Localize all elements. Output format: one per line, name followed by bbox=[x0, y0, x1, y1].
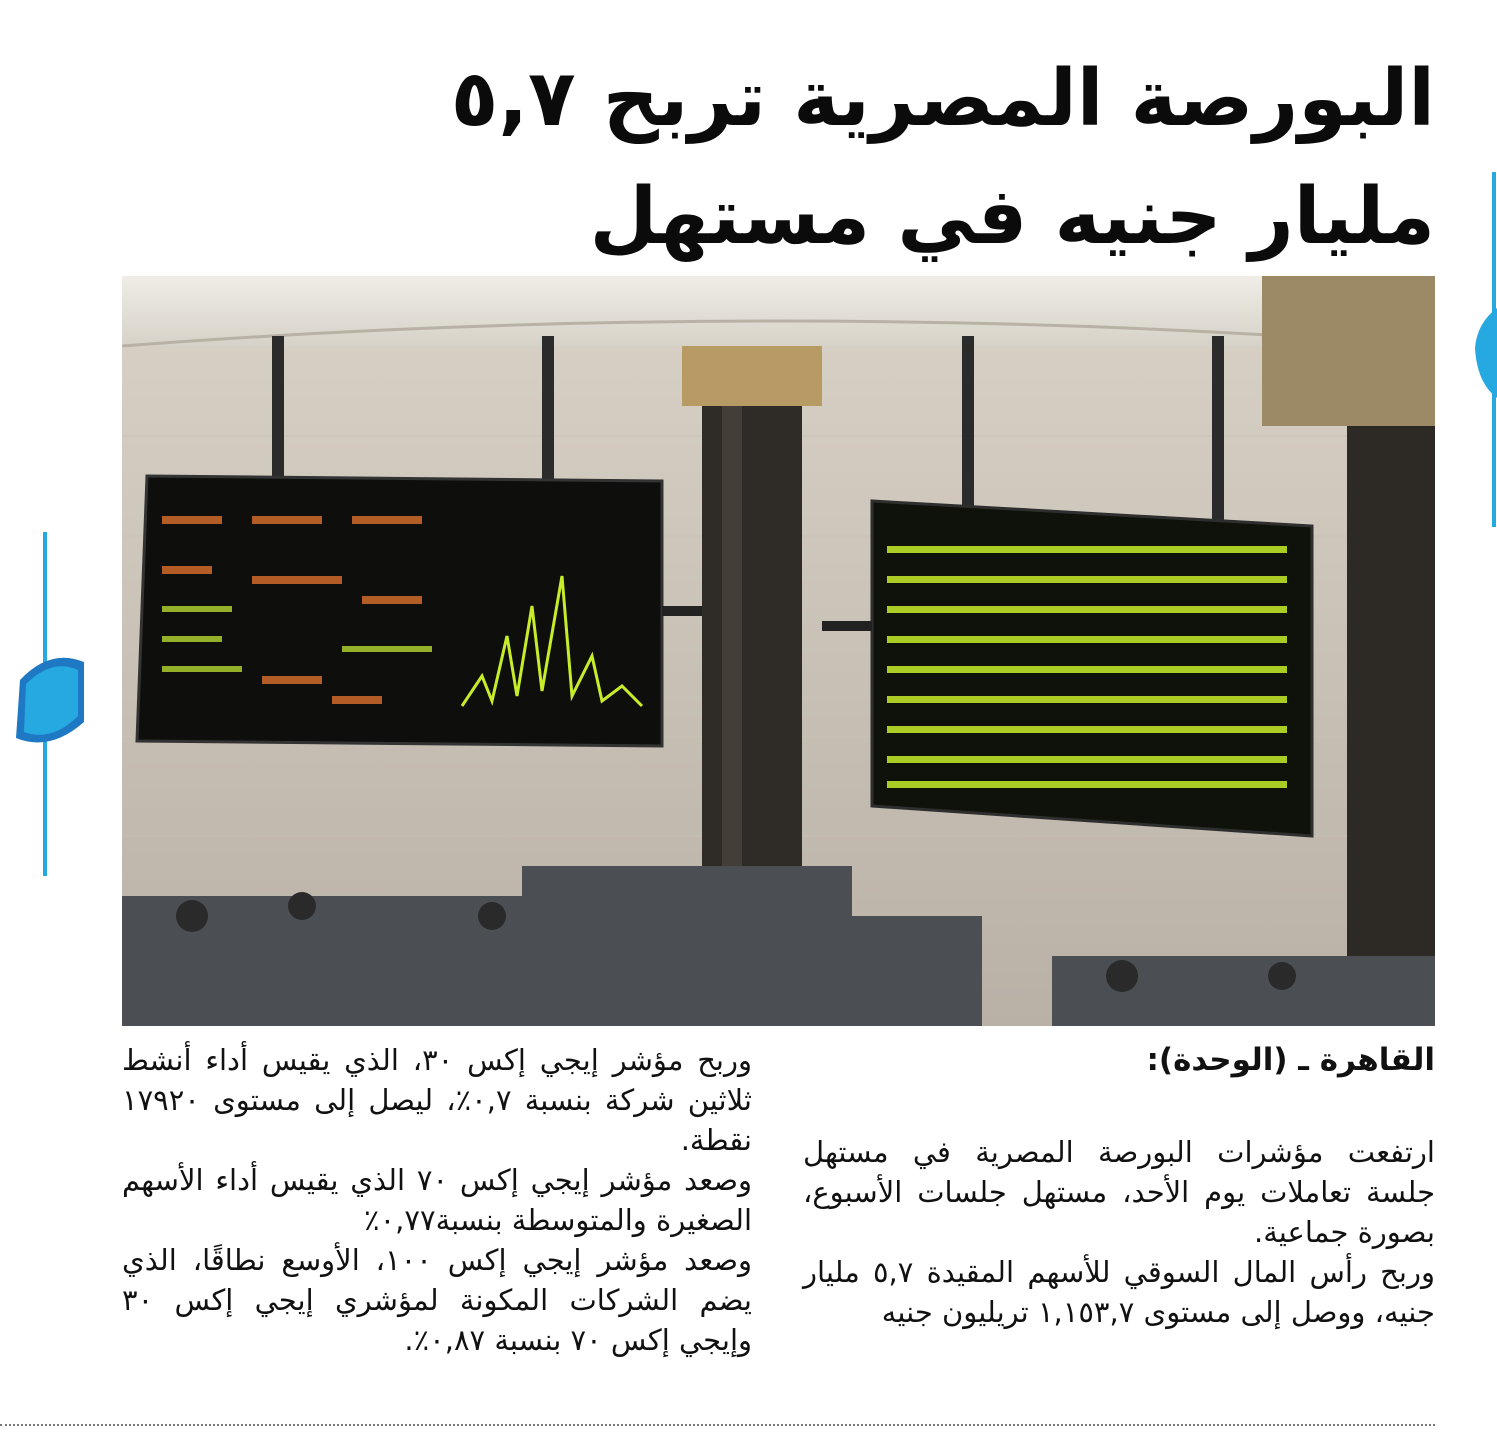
headline: البورصة المصرية تربح ٥,٧ مليار جنيه في مستهل bbox=[450, 54, 1435, 262]
paragraph: وصعد مؤشر إيجي إكس ٧٠ الذي يقيس أداء الأسهم الصغيرة والمتوسطة بنسبة٠,٧٧٪ bbox=[122, 1163, 752, 1237]
bottom-dotted-divider bbox=[0, 1424, 1435, 1426]
paragraph: وصعد مؤشر إيجي إكس ١٠٠، الأوسع نطاقًا، الذي يضم الشركات المكونة لمؤشري إيجي إكس ٣٠ وإيجي إكس ٧٠ بنسبة ٠,٨٧٪. bbox=[122, 1243, 752, 1357]
article-column-right bbox=[803, 1040, 1435, 1332]
leaf-accent-icon bbox=[12, 652, 88, 750]
dateline: القاهرة ـ (الوحدة): bbox=[1146, 1042, 1435, 1078]
paragraph: وربح رأس المال السوقي للأسهم المقيدة ٥,٧ مليار جنيه، ووصل إلى مستوى ١,١٥٣,٧ تريليون جنيه bbox=[803, 1255, 1435, 1329]
paragraph: ارتفعت مؤشرات البورصة المصرية في مستهل جلسة تعاملات يوم الأحد، مستهل جلسات الأسبوع، بصورة جماعية. bbox=[803, 1135, 1435, 1249]
photo-illustration bbox=[122, 276, 1435, 1026]
article-column-left bbox=[122, 1040, 752, 1360]
paragraph: وربح مؤشر إيجي إكس ٣٠، الذي يقيس أداء أنشط ثلاثين شركة بنسبة ٠,٧٪، ليصل إلى مستوى ١٧٩٢٠ نقطة. bbox=[122, 1043, 753, 1157]
stock-exchange-photo bbox=[122, 276, 1435, 1026]
leaf-accent-icon bbox=[1472, 303, 1497, 401]
